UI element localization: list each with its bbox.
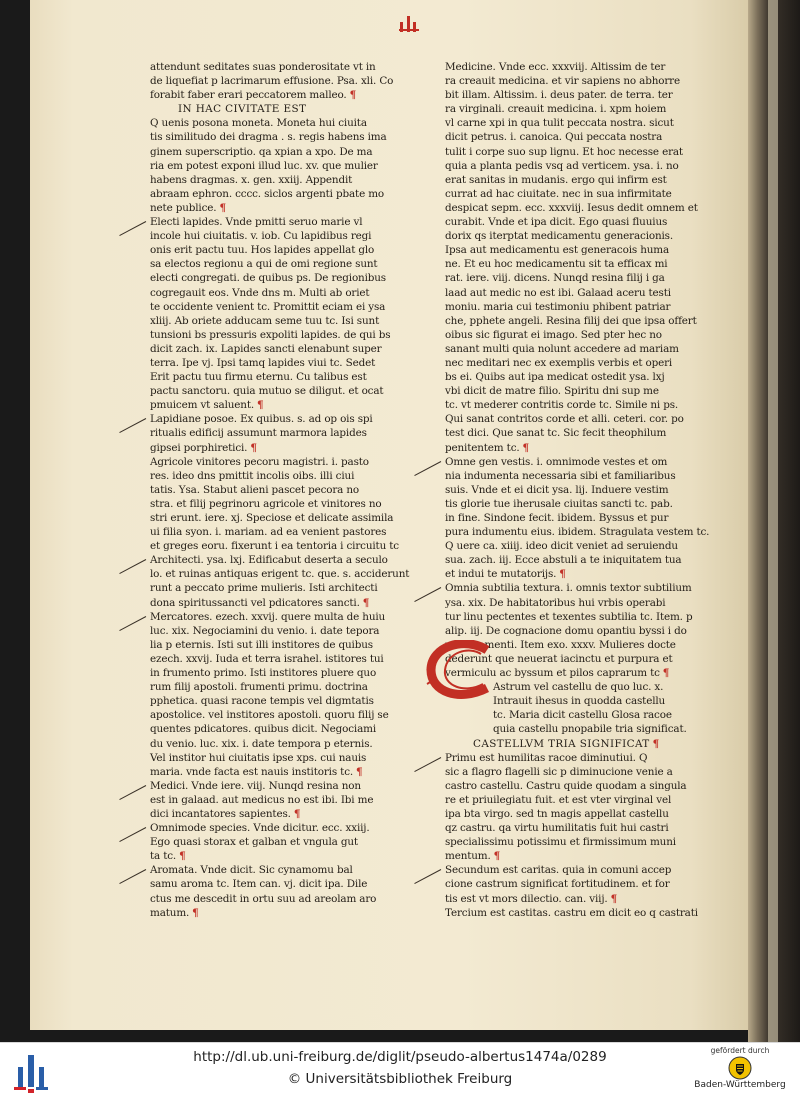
text-line [445, 581, 695, 595]
sponsor-label: gefördert durch [710, 1046, 770, 1055]
baden-wuerttemberg-coat-of-arms-icon [728, 1056, 752, 1080]
text-line [445, 201, 698, 215]
line-text: ra creauit medicina. et vir sapiens no abhorre [445, 75, 680, 88]
text-line [150, 455, 400, 469]
line-text: attendunt seditates suas ponderositate vt in [150, 61, 376, 73]
rubric-pilcrow-icon: ¶ [610, 892, 618, 905]
line-text: samu aroma tc. Item can. vj. dicit ipa. Dile [150, 878, 368, 891]
line-text: apostolice. vel institores apostoli. quoru filij se [150, 709, 389, 722]
line-text: et indui te mutatorijs. [445, 568, 557, 581]
line-text: ra virginali. creauit medicina. i. xpm hoiem [445, 103, 667, 116]
text-line [150, 370, 400, 384]
line-text: tis similitudo dei dragma . s. regis habens ima [150, 131, 387, 144]
text-line [445, 229, 695, 243]
line-text: dici incantatores sapientes. [150, 807, 291, 820]
line-text: quia a planta pedis vsq ad verticem. ysa. i. no [445, 159, 679, 172]
line-text: re et priuilegiatu fuit. et est vter virginal vel [445, 793, 672, 806]
text-line [150, 398, 400, 412]
line-text: Intrauit ihesus in quodda castellu [493, 695, 666, 708]
line-text: dicit petrus. i. canoica. Qui peccata nostra [445, 131, 663, 144]
text-line [150, 581, 400, 595]
text-line [445, 173, 695, 187]
rubric-pilcrow-icon: ¶ [257, 399, 264, 412]
text-line [445, 497, 695, 511]
line-text: despicat sepm. ecc. xxxviij. Iesus dedit omnem et [445, 201, 698, 214]
line-text: forabit faber erari peccatorem malleo. [150, 89, 347, 102]
line-text: pura indumentu eius. ibidem. Stragulata vestem tc. [445, 526, 710, 539]
text-line [150, 243, 400, 257]
line-text: du venio. luc. xix. i. date tempora p eternis. [150, 737, 373, 750]
text-line [445, 145, 695, 159]
sponsor-name: Baden-Württemberg [694, 1080, 786, 1090]
text-line [150, 737, 400, 751]
line-text: IN HAC CIVITATE EST [178, 103, 307, 116]
text-line [445, 751, 695, 765]
line-text: dederunt que neuerat iacinctu et purpura et [445, 652, 673, 665]
text-line [150, 271, 400, 285]
text-line [445, 877, 695, 891]
text-line [150, 130, 400, 144]
copyright-notice: © Universitätsbibliothek Freiburg [287, 1071, 513, 1087]
text-line [445, 708, 695, 722]
line-text: luc. xix. Negociamini du venio. i. date tepora [150, 624, 380, 637]
text-line [150, 821, 400, 835]
line-text: Ipsa aut medicamentu est generacois huma [445, 244, 670, 257]
line-text: terra. Ipe vj. Ipsi tamq lapides viui tc. Sedet [150, 356, 376, 369]
rubric-pilcrow-icon: ¶ [356, 765, 363, 778]
line-text: te occidente venient tc. Promittit eciam ei ysa [150, 300, 386, 313]
text-line [445, 455, 695, 469]
line-text: castro castellu. Castru quide quodam a singula [445, 779, 687, 792]
text-line [445, 356, 695, 370]
line-text: rum filij apostoli. frumenti primu. doctrina [150, 681, 368, 694]
line-text: moniu. maria cui testimoniu phibent patriar [445, 300, 671, 313]
line-text: sanant multi quia nolunt accedere ad mariam [445, 342, 679, 355]
line-text: nec meditari nec ex exemplis verbis et operi [445, 356, 673, 369]
line-text: Erit pactu tuu firmu eternu. Cu talibus est [150, 371, 367, 384]
line-text: dorix qs iterptat medicamentu generacionis. [445, 230, 674, 243]
text-line [150, 722, 400, 736]
text-line [150, 229, 400, 243]
text-column-right [445, 60, 710, 920]
text-line [150, 624, 400, 638]
line-text: ginem superscriptio. qa xpian a xpo. De ma [150, 145, 373, 158]
line-text: laad aut medic no est ibi. Galaad aceru testi [445, 286, 671, 299]
line-text: penitentem tc. [445, 441, 520, 454]
line-text: Medicine. Vnde ecc. xxxviij. Altissim de ter [445, 61, 666, 73]
line-text: nia indumenta necessaria sibi et familiaribus [445, 469, 676, 482]
line-text: ritualis edificij assumunt marmora lapides [150, 427, 367, 440]
text-line [445, 483, 695, 497]
text-line [445, 60, 695, 74]
text-line [445, 342, 695, 356]
line-text: bit illam. Altissim. i. deus pater. de terra. ter [445, 89, 673, 102]
text-line [150, 88, 400, 102]
text-line [445, 257, 695, 271]
text-line [150, 539, 400, 553]
line-text: vl carne xpi in qua tulit peccata nostra. sicut [445, 117, 674, 130]
line-text: cione castrum significat fortitudinem. et for [445, 878, 670, 891]
line-text: in frumento primo. Isti institores pluere quo [150, 667, 377, 680]
line-text: ipa bta virgo. sed tn magis appellat castellu [445, 807, 669, 820]
line-text: matum. [150, 906, 190, 919]
text-line [445, 159, 695, 173]
line-text: quentes pdicatores. quibus dicit. Negociami [150, 723, 377, 736]
text-line [150, 74, 400, 88]
line-text: lia p eternis. Isti sut illi institores de quibus [150, 638, 373, 651]
line-text: sic a flagro flagelli sic p diminucione venie a [445, 765, 673, 778]
section-heading [150, 102, 400, 116]
line-text: sa electos regionu a qui de omi regione sunt [150, 258, 378, 271]
text-line [445, 567, 695, 581]
text-line [150, 314, 400, 328]
line-text: maria. vnde facta est nauis institoris tc. [150, 765, 354, 778]
text-line [150, 145, 400, 159]
text-line [150, 60, 400, 74]
folio-mark-icon [398, 14, 420, 32]
line-text: oibus sic figurat ei imago. Sed pter hec no [445, 328, 662, 341]
rubric-pilcrow-icon: ¶ [662, 667, 670, 680]
sponsor-block [690, 1046, 790, 1098]
line-text: tc. Maria dicit castellu Glosa racoe [493, 709, 672, 722]
line-text: Primu est humilitas racoe diminutiui. Q [445, 751, 648, 764]
text-line [445, 807, 695, 821]
line-text: tis est vt mors dilectio. can. viij. [445, 892, 608, 905]
text-line [150, 877, 400, 891]
text-line [445, 243, 695, 257]
line-text: ne. Et eu hoc medicamentu sit ta efficax mi [445, 258, 668, 271]
line-text: Q uere ca. xiiij. ideo dicit veniet ad seruiendu [445, 540, 678, 553]
line-text: pphetica. quasi racone tempis vel digmtatis [150, 695, 374, 708]
line-text: abraam ephron. cccc. siclos argenti pbate mo [150, 187, 385, 200]
text-line [445, 102, 695, 116]
line-text: Architecti. ysa. lxj. Edificabut deserta a seculo [150, 554, 388, 567]
text-line [445, 187, 695, 201]
text-line [150, 215, 400, 229]
line-text: dicit zach. ix. Lapides sancti elenabunt super [150, 342, 382, 355]
text-line [445, 596, 695, 610]
text-line [150, 342, 400, 356]
line-text: bs ei. Quibs aut ipa medicat ostedit ysa. lxj [445, 371, 665, 384]
text-line [445, 906, 698, 920]
text-line [150, 483, 400, 497]
text-line [150, 652, 400, 666]
line-text: stri erunt. iere. xj. Speciose et delicate assimila [150, 512, 394, 524]
line-text: Vel institor hui ciuitatis ipse xps. cui nauis [150, 751, 367, 764]
text-line [445, 553, 695, 567]
text-line [150, 906, 400, 920]
text-line [445, 539, 695, 553]
text-line [445, 525, 710, 539]
text-line [445, 384, 695, 398]
text-line [445, 863, 695, 877]
line-text: Astrum vel castellu de quo luc. x. [493, 681, 664, 694]
line-text: mentum. [445, 850, 491, 863]
line-text: xliij. Ab oriete adducam seme tuu tc. Isi sunt [150, 314, 380, 327]
line-text: runt a peccato prime mulieris. Isti architecti [150, 582, 378, 595]
rubric-pilcrow-icon: ¶ [219, 201, 226, 214]
text-line [445, 370, 695, 384]
text-line [150, 497, 400, 511]
line-text: tis glorie tue iherusale ciuitas sancti tc. pab. [445, 497, 673, 510]
text-line [445, 130, 695, 144]
line-text: ta tc. [150, 850, 177, 863]
text-line [150, 286, 400, 300]
line-text: Lapidiane posoe. Ex quibus. s. ad op ois spi [150, 413, 373, 426]
text-line [150, 807, 400, 821]
line-text: Aromata. Vnde dicit. Sic cynamomu bal [150, 864, 353, 877]
text-line [150, 610, 400, 624]
text-line [445, 722, 695, 736]
text-line [150, 553, 400, 567]
line-text: res. ideo dns pmittit incolis oibs. illi ciui [150, 469, 355, 482]
text-column-left [150, 60, 410, 920]
text-line [150, 187, 400, 201]
text-line [445, 215, 695, 229]
line-text: che, pphete angeli. Resina filij dei que ipsa offert [445, 314, 697, 327]
text-line [150, 469, 400, 483]
line-text: Qui sanat contritos corde et alli. ceteri. cor. po [445, 413, 684, 426]
rubric-pilcrow-icon: ¶ [192, 906, 199, 919]
line-text: Omne gen vestis. i. omnimode vestes et om [445, 455, 668, 468]
rubric-pilcrow-icon: ¶ [250, 441, 257, 454]
rubric-pilcrow-icon: ¶ [559, 568, 566, 581]
line-text: electi congregati. de quibus ps. De regionibus [150, 272, 386, 285]
text-line [445, 779, 695, 793]
text-line [150, 765, 400, 779]
text-line [150, 849, 400, 863]
line-text: Q uenis posona moneta. Moneta hui ciuita [150, 117, 367, 130]
text-line [445, 610, 695, 624]
line-text: est in galaad. aut medicus no est ibi. Ibi me [150, 793, 374, 806]
initial-flourish-icon [425, 640, 497, 700]
line-text: ria em potest exponi illud luc. xv. que mulier [150, 159, 378, 172]
line-text: pmuicem vt saluent. [150, 399, 255, 412]
rubric-pilcrow-icon: ¶ [652, 737, 660, 750]
line-text: de liquefiat p lacrimarum effusione. Psa. xli. Co [150, 75, 394, 88]
line-text: cogregauit eos. Vnde dns m. Multi ab oriet [150, 286, 370, 299]
rubric-pilcrow-icon: ¶ [349, 89, 357, 102]
text-line [445, 74, 695, 88]
line-text: Mercatores. ezech. xxvij. quere multa de huiu [150, 610, 386, 623]
text-line [150, 525, 400, 539]
line-text: tur linu pectentes et texentes subtilia tc. Item. p [445, 610, 693, 623]
text-line [445, 849, 695, 863]
text-line [150, 201, 400, 215]
text-line [150, 412, 400, 426]
text-line [445, 765, 695, 779]
text-line [150, 356, 400, 370]
text-line [150, 441, 400, 455]
line-text: ezech. xxvij. Iuda et terra israhel. istitores tui [150, 652, 384, 665]
line-text: tatis. Ysa. Stabut alieni pascet pecora no [150, 483, 360, 496]
text-line [445, 314, 695, 328]
line-text: vermiculu ac byssum et pilos caprarum tc [445, 667, 660, 680]
line-text: currat ad hac ciuitate. nec in sua infirmitate [445, 187, 672, 200]
text-line [445, 511, 695, 525]
line-text: quia castellu pnopabile tria significat. [493, 723, 687, 736]
text-line [445, 271, 695, 285]
line-text: qz castru. qa virtu humilitatis fuit hui castri [445, 822, 669, 835]
text-line [445, 328, 695, 342]
line-text: Agricole vinitores pecoru magistri. i. pasto [150, 455, 369, 468]
text-line [445, 116, 695, 130]
line-text: habens dragmas. x. gen. xxiij. Appendit [150, 173, 353, 186]
text-line [150, 257, 400, 271]
section-heading [445, 737, 695, 751]
line-text: Ego quasi storax et galban et vngula gut [150, 836, 358, 849]
text-line [445, 624, 695, 638]
line-text: CASTELLVM TRIA SIGNIFICAT [473, 737, 650, 750]
line-text: incole hui ciuitatis. v. iob. Cu lapidibus regi [150, 230, 372, 243]
text-line [445, 793, 695, 807]
text-line [445, 892, 695, 906]
text-line [150, 116, 400, 130]
line-text: lo. et ruinas antiquas erigent tc. que. s. acciderunt [150, 568, 410, 581]
line-text: onis erit pactu tuu. Hos lapides appellat glo [150, 244, 375, 257]
line-text: Secundum est caritas. quia in comuni accep [445, 864, 672, 877]
line-text: Electi lapides. Vnde pmitti seruo marie vl [150, 216, 363, 229]
line-text: ysa. xix. De habitatoribus hui vrbis operabi [445, 596, 666, 609]
text-line [445, 426, 695, 440]
text-line [445, 412, 695, 426]
text-line [150, 779, 400, 793]
text-line [150, 835, 400, 849]
line-text: rat. iere. viij. dicens. Nunqd resina filij i ga [445, 272, 665, 285]
line-text: nete publice. [150, 201, 217, 214]
line-text: in fine. Sindone fecit. ibidem. Byssus et pur [445, 512, 669, 524]
text-line [150, 638, 400, 652]
text-line [150, 708, 400, 722]
text-line [150, 596, 400, 610]
line-text: sua. zach. iij. Ecce abstuli a te iniquitatem tua [445, 554, 682, 567]
text-line [150, 300, 400, 314]
line-text: specialissimu potissimu et firmissimum muni [445, 836, 676, 849]
line-text: gipsei porphiretici. [150, 441, 248, 454]
line-text: dona spiritussancti vel pdicatores sancti. [150, 596, 360, 609]
text-line [150, 511, 400, 525]
line-text: erat sanitas in mudanis. ergo qui infirm est [445, 173, 667, 186]
text-line [150, 159, 400, 173]
text-line [445, 441, 695, 455]
rubric-pilcrow-icon: ¶ [522, 441, 529, 454]
line-text: tulit i corpe suo sup lignu. Et hoc necesse erat [445, 145, 683, 158]
line-text: curabit. Vnde et ipa dicit. Ego quasi fluuius [445, 216, 668, 229]
adjacent-leaf-edge [768, 0, 778, 1042]
line-text: Tercium est castitas. castru em dicit eo q castrati [445, 906, 698, 919]
line-text: ctus me descedit in ortu suu ad areolam aro [150, 892, 377, 905]
text-line [445, 398, 695, 412]
line-text: et greges eoru. fixerunt i ea tentoria i circuitu tc [150, 540, 399, 553]
text-line [150, 567, 410, 581]
text-line [150, 426, 400, 440]
rubric-pilcrow-icon: ¶ [293, 807, 301, 820]
text-line [150, 863, 400, 877]
text-line [150, 751, 400, 765]
text-line [150, 892, 400, 906]
rubric-pilcrow-icon: ¶ [362, 596, 370, 609]
text-line [150, 680, 400, 694]
document-url[interactable]: http://dl.ub.uni-freiburg.de/diglit/pseudo-albertus1474a/0289 [193, 1049, 607, 1065]
line-text: tc. vt mederer contritis corde tc. Simile ni ps. [445, 399, 679, 412]
rubric-pilcrow-icon: ¶ [493, 850, 501, 863]
rubricated-initial [425, 640, 497, 700]
line-text: Medici. Vnde iere. viij. Nunqd resina non [150, 779, 361, 792]
line-text: stra. et filij pegrinoru agricole et vinitores no [150, 497, 382, 510]
line-text: tunsioni bs pressuris expoliti lapides. de qui bs [150, 328, 391, 341]
text-line [445, 286, 695, 300]
viewer-footer [0, 1042, 800, 1100]
text-line [445, 821, 695, 835]
line-text: alip. iij. De cognacione domu opantiu byssi i do [445, 624, 687, 637]
text-line [150, 793, 400, 807]
text-line [150, 173, 400, 187]
text-line [150, 694, 400, 708]
line-text: vbi dicit de matre filio. Spiritu dni sup me [445, 385, 659, 398]
text-line [445, 469, 695, 483]
text-line [150, 384, 400, 398]
line-text: suis. Vnde et ei dicit ysa. lij. Induere vestim [445, 483, 669, 496]
text-line [445, 835, 695, 849]
text-line [150, 666, 400, 680]
text-line [445, 88, 695, 102]
line-text: pactu sanctoru. quia mutuo se diligut. et ocat [150, 385, 384, 398]
line-text: test dici. Que sanat tc. Sic fecit theophilum [445, 427, 667, 440]
line-text: Omnimode species. Vnde dicitur. ecc. xxiij. [150, 822, 370, 835]
rubric-pilcrow-icon: ¶ [179, 850, 186, 863]
line-text: ui filia syon. i. mariam. ad ea venient pastores [150, 526, 387, 539]
line-text: Omnia subtilia textura. i. omnis textor subtilium [445, 582, 692, 595]
line-text: mo iuramenti. Item exo. xxxv. Mulieres docte [445, 638, 676, 651]
text-line [150, 328, 400, 342]
text-line [445, 300, 695, 314]
